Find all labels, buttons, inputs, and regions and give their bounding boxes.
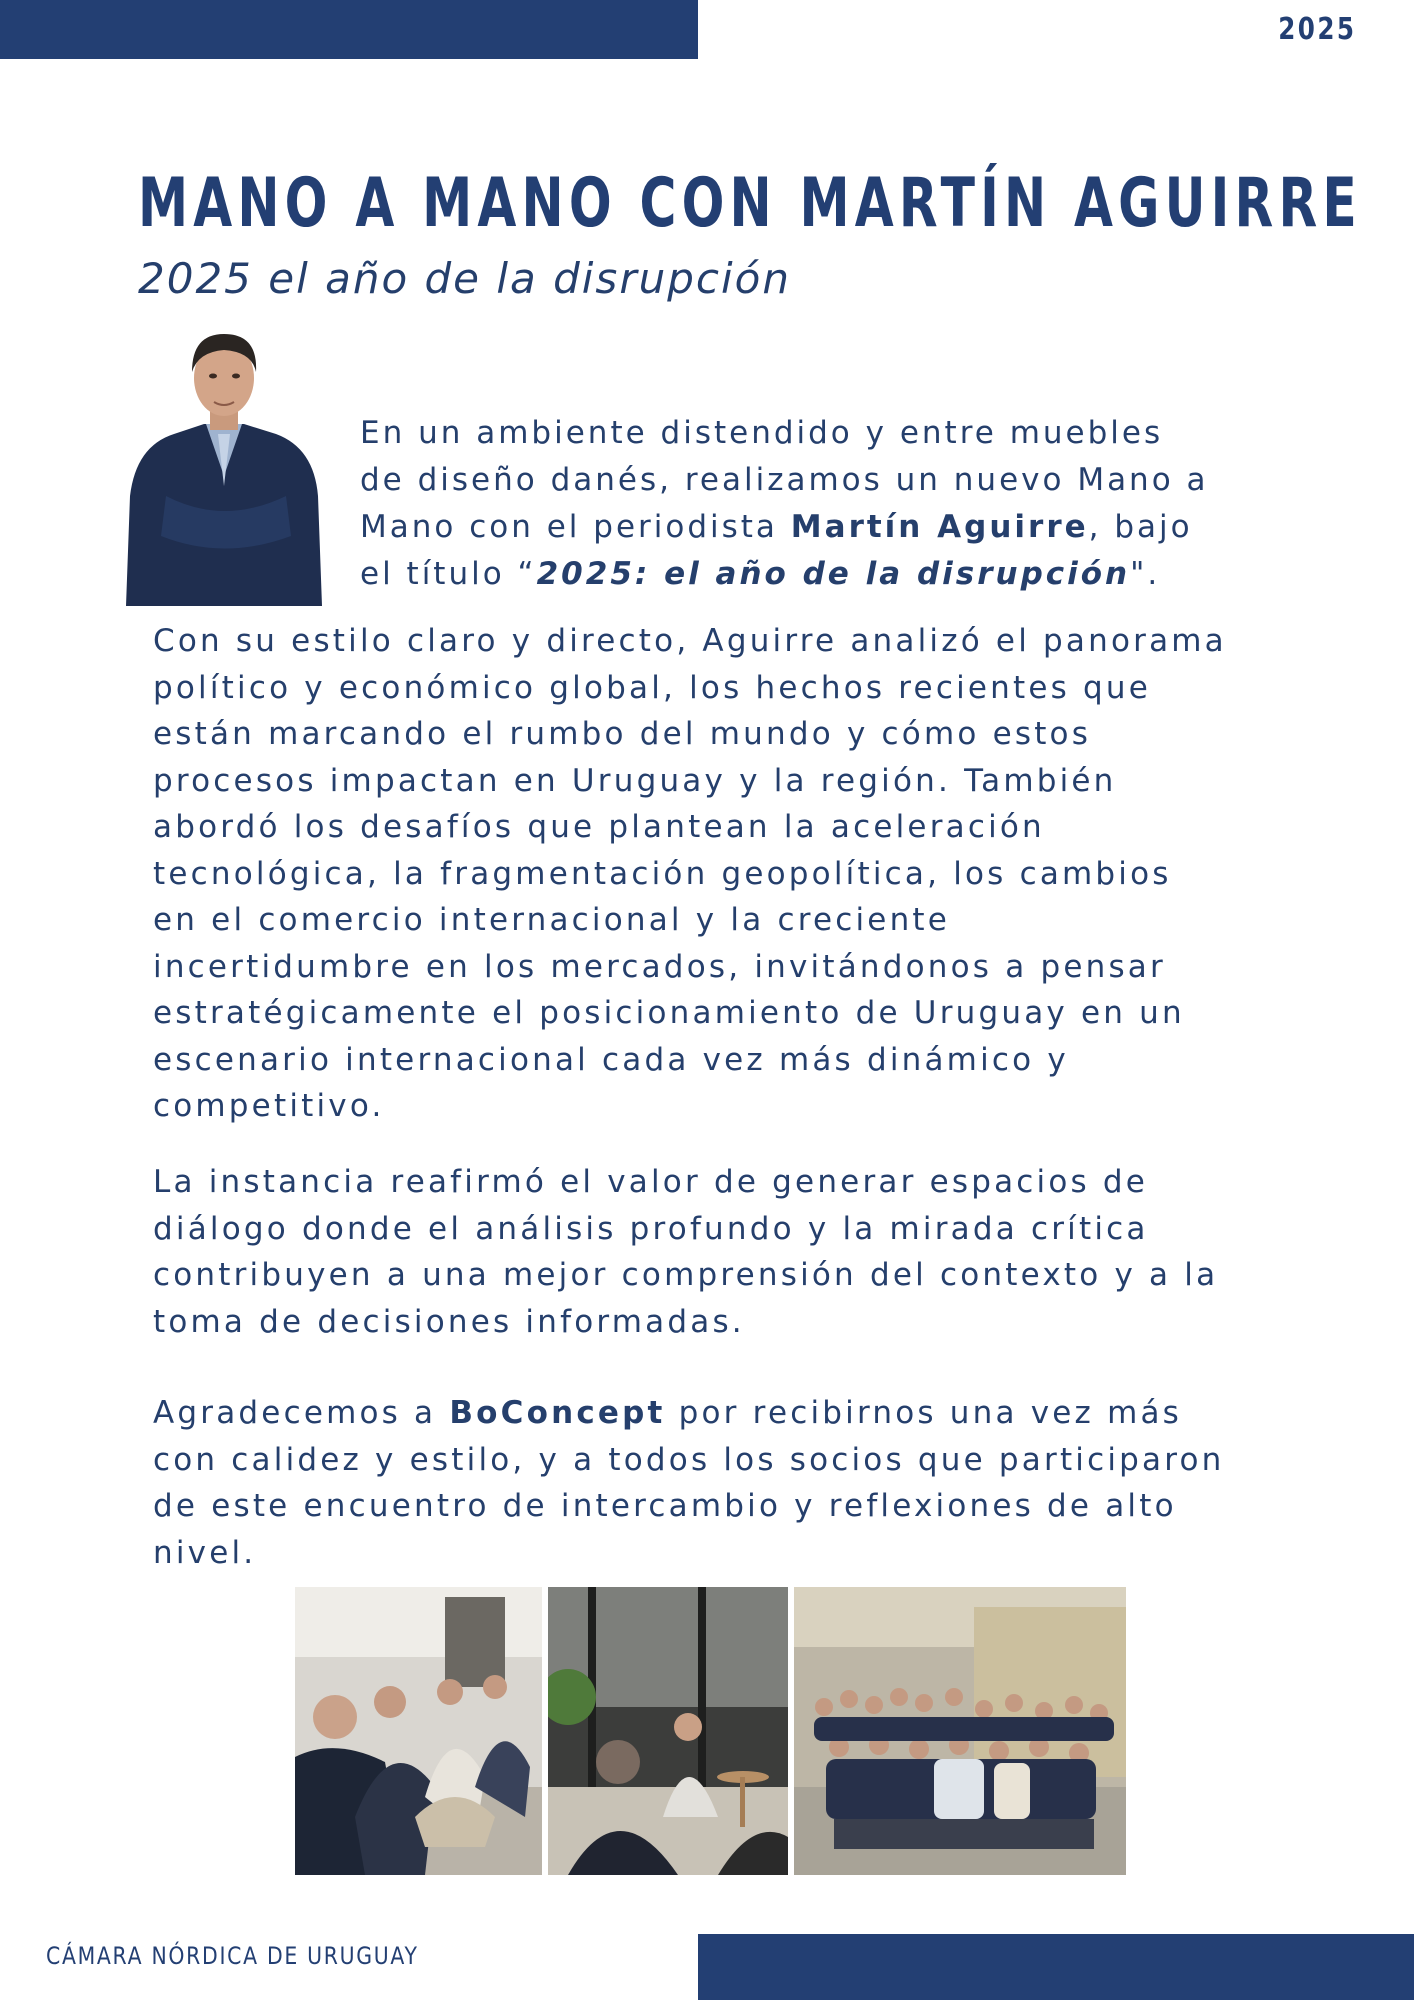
- sponsor-name: BoConcept: [449, 1395, 666, 1431]
- event-photo-1: [295, 1587, 542, 1875]
- paragraph-thanks: Agradecemos a BoConcept por recibirnos una vez más con calidez y estilo, y a todos los socios que participaron de este encuentro de intercambio y reflexiones de alto nivel.: [153, 1395, 1225, 1571]
- header-year: 2025: [1277, 12, 1356, 47]
- event-photo-2: [548, 1587, 788, 1875]
- event-photo-3: [794, 1587, 1126, 1875]
- intro-paragraph: [360, 410, 1360, 598]
- page-title: MANO A MANO CON MARTÍN AGUIRRE: [138, 164, 1362, 243]
- intro-line: el título “2025: el año de la disrupción".: [360, 556, 1161, 592]
- page-subtitle: 2025 el año de la disrupción: [138, 254, 791, 303]
- footer-organization: CÁMARA NÓRDICA DE URUGUAY: [46, 1942, 419, 1970]
- header-bar: [0, 0, 698, 59]
- speaker-name: Martín Aguirre: [790, 509, 1089, 545]
- paragraph-analysis: Con su estilo claro y directo, Aguirre analizó el panorama político y económico global, los hechos recientes que están marcando el rumbo del mundo y cómo estos procesos impactan en Uruguay y la región. También abordó los desafíos que plantean la aceleración tecnológica, la fragmentación geopolítica, los cambios en el comercio internacional y la creciente incertidumbre en los mercados, invitándonos a pensar estratégicamente el posicionamiento de Uruguay en un escenario internacional cada vez más dinámico y competitivo.: [153, 623, 1227, 1124]
- intro-line: En un ambiente distendido y entre muebles: [360, 415, 1164, 451]
- portrait-photo: [126, 326, 322, 606]
- paragraph-dialogue: La instancia reafirmó el valor de generar espacios de diálogo donde el análisis profundo y la mirada crítica contribuyen a una mejor comprensión del contexto y a la toma de decisiones informadas.: [153, 1164, 1219, 1340]
- event-photo-strip: [295, 1587, 1126, 1875]
- footer-bar: [698, 1934, 1414, 2000]
- intro-line: Mano con el periodista Martín Aguirre, bajo: [360, 509, 1193, 545]
- intro-line: de diseño danés, realizamos un nuevo Mano a: [360, 462, 1209, 498]
- event-title: 2025: el año de la disrupción: [536, 556, 1131, 592]
